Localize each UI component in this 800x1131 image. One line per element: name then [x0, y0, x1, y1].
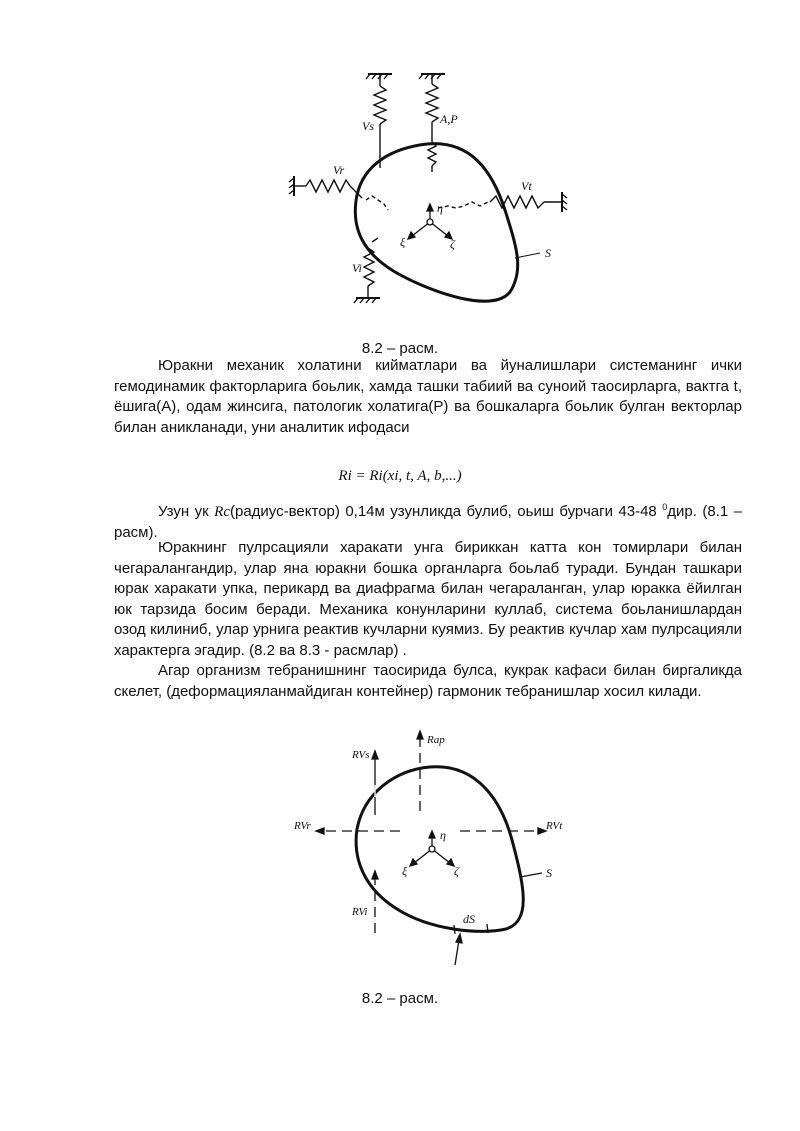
label-vi: Vi — [352, 261, 362, 275]
label-ds: dS — [463, 912, 475, 926]
formula: Ri = Ri(xi, t, A, b,...) — [338, 468, 462, 484]
paragraph-2-text-b: (радиус-вектор) 0,14м узунликда булиб, оьиш бурчаги 43-48 — [229, 503, 663, 520]
label-rvi: RVi — [352, 906, 368, 918]
label-vr: Vr — [333, 163, 345, 177]
paragraph-4: Агар организм тебранишнинг таосирида булса, кукрак кафаси билан биргаликда скелет, (деформацияланмайдиган контейнер) гармоник тебранишлар хосил килади. — [114, 662, 742, 700]
paragraph-1: Юракни механик холатини кийматлари ва йуналишлари системанинг ички гемодинамик факторларига боьлик, хамда ташки табиий ва суноий таосирларга, вактга t, ёшига(A), одам жинсига, патологик холатига(P) ва бошкаларга боьлик булган векторлар билан аникланади, уни аналитик ифодаси — [114, 357, 742, 436]
label-zeta: ζ — [450, 237, 455, 251]
figure-1-caption: 8.2 – расм. — [361, 340, 439, 357]
label-eta-2: η — [440, 828, 446, 842]
coordinate-axes-1 — [408, 204, 452, 239]
label-rvr: RVr — [294, 820, 311, 832]
label-s-2: S — [546, 866, 552, 880]
heart-outline-2 — [356, 767, 523, 932]
figure-1-heart-springs — [0, 60, 800, 320]
paragraph-2 — [114, 497, 742, 543]
label-vs: Vs — [362, 119, 374, 133]
label-vt: Vt — [521, 179, 532, 193]
paragraph-2-text-c: дир. (8.1 – расм). — [114, 503, 742, 541]
rc-symbol: Rc — [214, 504, 230, 520]
label-xi-2: ξ — [402, 864, 408, 878]
label-xi: ξ — [400, 235, 406, 249]
label-eta: η — [437, 201, 443, 215]
figure-2-caption: 8.2 – расм. — [361, 990, 439, 1007]
label-rap: Rap — [427, 734, 445, 746]
label-rvs: RVs — [352, 749, 370, 761]
paragraph-3: Юракнинг пулрсацияли харакати унга бириккан катта кон томирлари билан чегаралангандир, улар яна юракни бошка органларга боьлаб туради. Бундан ташкари юрак харакати упка, перикард ва диафрагма билан чегараланган, улар юракка ёйилган юк тарзида босим беради. Механика конунларини куллаб, система боьланишлардан озод килиниб, улар урнига реактив кучларни куямиз. Бу реактив кучлар хам пулрсацияли характерга эгадир. (8.2 ва 8.3 - расмлар) . — [114, 539, 742, 659]
coordinate-axes-2 — [410, 831, 454, 866]
figure-2-heart-reactions — [0, 725, 800, 975]
label-s: S — [545, 246, 551, 260]
paragraph-2-text-a: Узун ук — [158, 503, 215, 520]
spring-vr — [289, 176, 388, 210]
label-ap: A,P — [440, 112, 458, 126]
degree-mark: 0 — [662, 502, 668, 512]
label-zeta-2: ζ — [454, 864, 459, 878]
label-rvt: RVt — [546, 820, 563, 832]
